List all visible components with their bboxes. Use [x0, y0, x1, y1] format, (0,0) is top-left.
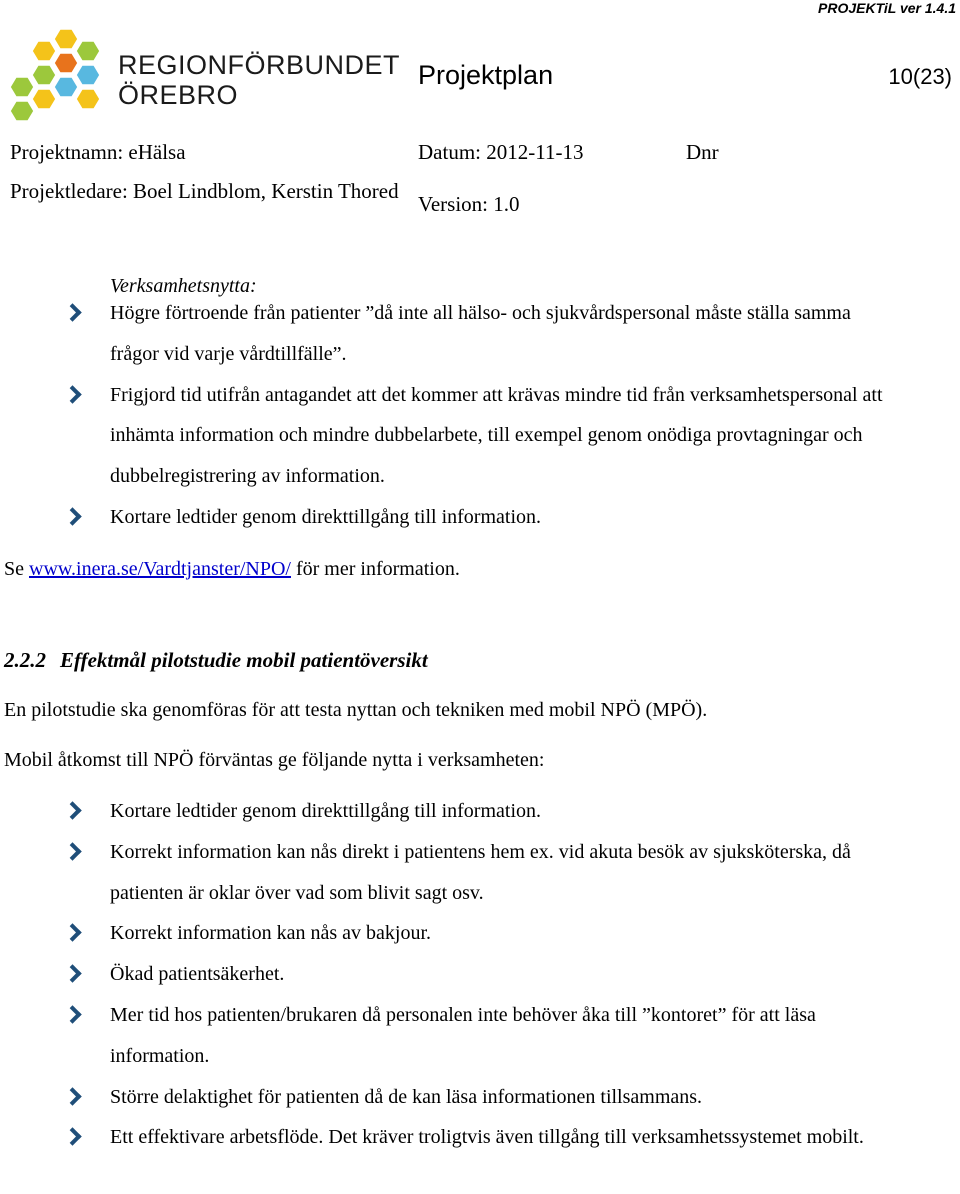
list-item-text: Kortare ledtider genom direkttillgång till information.	[110, 505, 541, 528]
see-more-prefix: Se	[4, 558, 29, 580]
see-more-suffix: för mer information.	[290, 558, 460, 580]
chevron-right-icon	[63, 924, 81, 942]
pilot-expectation: Mobil åtkomst till NPÖ förväntas ge följande nytta i verksamheten:	[4, 749, 545, 771]
chevron-right-icon	[63, 1087, 81, 1105]
list-item	[110, 1077, 900, 1118]
dnr-label: Dnr	[686, 140, 719, 164]
chevron-right-icon	[63, 385, 81, 403]
list-item	[110, 375, 900, 497]
document-title: Projektplan	[418, 60, 554, 90]
list-item	[110, 293, 900, 375]
section-heading	[4, 640, 428, 680]
list-item-text: Kortare ledtider genom direkttillgång till information.	[110, 800, 541, 822]
list-item-text: Ett effektivare arbetsflöde. Det kräver troligtvis även tillgång till verksamhetssystemet mobilt.	[110, 1126, 864, 1149]
list-item	[110, 1117, 900, 1158]
page-number: 10(23)	[888, 64, 952, 89]
list-item-text: Ökad patientsäkerhet.	[110, 963, 285, 986]
chevron-right-icon	[63, 303, 81, 321]
chevron-right-icon	[63, 842, 81, 860]
document-version: Version: 1.0	[418, 192, 520, 216]
list-item	[110, 832, 900, 914]
project-name: Projektnamn: eHälsa	[10, 140, 186, 164]
document-date: Datum: 2012-11-13	[418, 140, 584, 164]
chevron-right-icon	[63, 1005, 81, 1023]
logo-line-2: ÖREBRO	[118, 80, 239, 110]
list-item-text: Högre förtroende från patienter ”då inte all hälso- och sjukvårdspersonal måste ställa samma frågor vid varje vårdtillfälle”.	[110, 302, 851, 365]
project-lead: Projektledare: Boel Lindblom, Kerstin Thored	[10, 179, 399, 203]
chevron-right-icon	[63, 964, 81, 982]
see-more-text	[4, 549, 460, 589]
version-tag: PROJEKTiL ver 1.4.1	[818, 0, 956, 16]
list-item-text: Större delaktighet för patienten då de kan läsa informationen tillsammans.	[110, 1085, 703, 1108]
list-item	[110, 791, 900, 832]
section-number: 2.2.2	[4, 648, 46, 672]
chevron-right-icon	[63, 1128, 81, 1146]
logo-line-1: REGIONFÖRBUNDET	[118, 50, 401, 80]
list-item	[110, 913, 900, 954]
list-item	[110, 954, 900, 995]
inera-link[interactable]: www.inera.se/Vardtjanster/NPO/	[29, 558, 291, 580]
list-item	[110, 995, 900, 1077]
logo-wordmark	[118, 50, 401, 110]
benefit-heading: Verksamhetsnytta:	[110, 275, 257, 297]
chevron-right-icon	[63, 801, 81, 819]
list-item-text: Mer tid hos patienten/brukaren då personalen inte behöver åka till ”kontoret” för att läsa information.	[110, 1003, 816, 1067]
hexagon-logo-icon	[8, 25, 118, 135]
list-item-text: Korrekt information kan nås av bakjour.	[110, 922, 432, 945]
pilot-intro: En pilotstudie ska genomföras för att testa nyttan och tekniken med mobil NPÖ (MPÖ).	[4, 699, 708, 721]
list-item	[110, 497, 900, 538]
chevron-right-icon	[63, 507, 81, 525]
mpo-benefits-list	[110, 791, 900, 1158]
section-title: Effektmål pilotstudie mobil patientöversikt	[60, 648, 428, 672]
list-item-text: Korrekt information kan nås direkt i patientens hem ex. vid akuta besök av sjuksköterska, då patienten är oklar över vad som blivit sagt osv.	[110, 840, 851, 904]
list-item-text: Frigjord tid utifrån antagandet att det kommer att krävas mindre tid från verksamhetspersonal att inhämta information och mindre dubbelarbete, till exempel genom onödiga provtagningar och dubbelregistrering av information.	[110, 383, 883, 488]
benefits-list	[110, 293, 900, 538]
